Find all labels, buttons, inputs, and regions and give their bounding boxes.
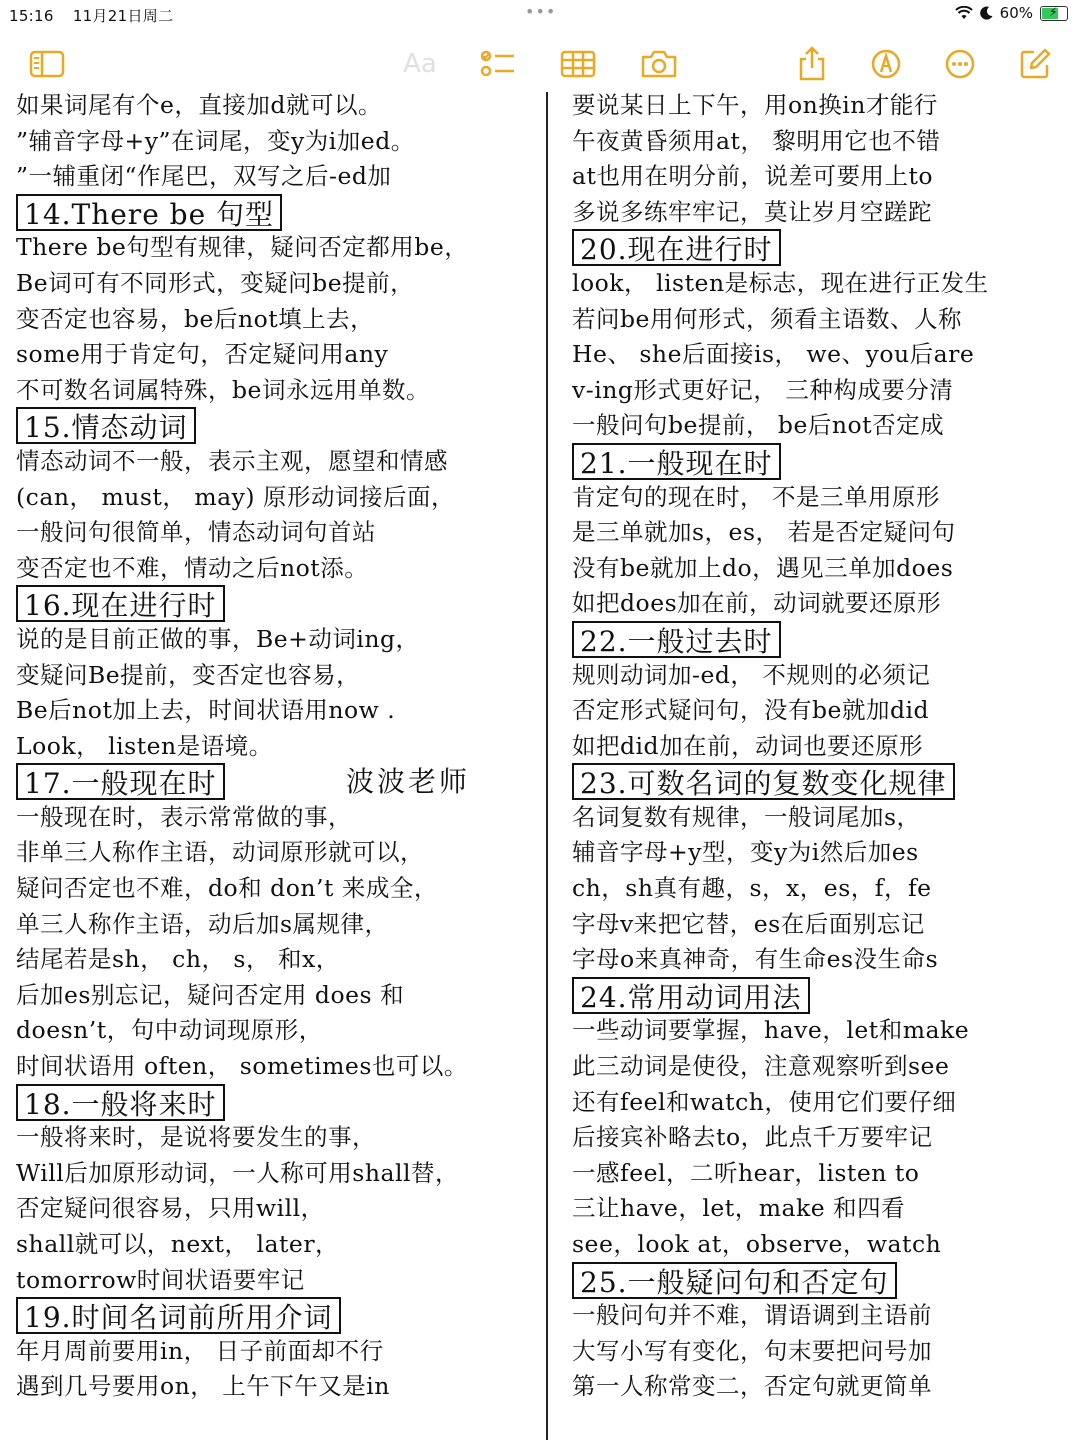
note-line: 如把did加在前，动词也要还原形 <box>572 731 924 760</box>
note-line: (can， must， may) 原形动词接后面， <box>16 482 456 511</box>
note-line: 结尾若是sh， ch， s， 和x， <box>16 945 340 974</box>
note-line: 此三动词是使役，注意观察听到see <box>572 1052 950 1081</box>
battery-icon: ⚡ <box>1040 6 1068 21</box>
section-heading <box>16 1085 536 1121</box>
compose-icon[interactable] <box>1015 44 1055 84</box>
section-heading <box>16 195 536 231</box>
checklist-icon[interactable] <box>478 44 518 84</box>
author-signature: 波波老师 <box>346 765 471 799</box>
share-icon[interactable] <box>792 44 832 84</box>
section-heading <box>572 622 1072 658</box>
note-line: 后接宾补略去to，此点千万要牢记 <box>572 1123 933 1152</box>
section-heading <box>16 764 536 800</box>
note-line: 一般现在时，表示常常做的事， <box>16 802 352 831</box>
note-line: 肯定句的现在时， 不是三单用原形 <box>572 482 940 511</box>
note-line: 大写小写有变化，句末要把问号加 <box>572 1336 932 1365</box>
note-left-column <box>16 88 536 1405</box>
notes-toolbar <box>0 36 1080 88</box>
note-line: 一感feel，二听hear，listen to <box>572 1158 920 1187</box>
note-line: 年月周前要用in， 日子前面却不行 <box>16 1336 384 1365</box>
note-line: shall就可以，next， later， <box>16 1230 340 1258</box>
camera-icon[interactable] <box>639 44 679 84</box>
note-line: 多说多练牢牢记，莫让岁月空蹉跎 <box>572 197 932 226</box>
note-line: 否定疑问很容易，只用will， <box>16 1194 325 1223</box>
note-line: ”辅音字母+y”在词尾，变y为i加ed。 <box>16 126 415 155</box>
note-right-column <box>572 88 1072 1405</box>
battery-percent: 60% <box>999 4 1033 22</box>
note-line: look， listen是标志，现在进行正发生 <box>572 268 989 297</box>
note-line: 后加es别忘记，疑问否定用 does 和 <box>16 980 405 1009</box>
note-line: 第一人称常变二，否定句就更简单 <box>572 1372 932 1401</box>
status-bar <box>0 0 1080 30</box>
note-line: Be词可有不同形式，变疑问be提前， <box>16 268 415 297</box>
note-line: 非单三人称作主语，动词原形就可以， <box>16 838 424 867</box>
note-line: 字母o来真神奇，有生命es没生命s <box>572 945 939 974</box>
note-line: He、 she后面接is， we、you后are <box>572 340 975 369</box>
note-line: 说的是目前正做的事，Be+动词ing， <box>16 624 420 653</box>
note-line: Be后not加上去，时间状语用now . <box>16 696 396 725</box>
section-heading <box>16 408 536 444</box>
note-line: 要说某日上下午，用on换in才能行 <box>572 91 938 119</box>
note-line: 名词复数有规律，一般词尾加s， <box>572 802 921 831</box>
section-heading-text: 19.时间名词前所用介词 <box>16 1297 341 1334</box>
note-line: 没有be就加上do，遇见三单加does <box>572 553 954 582</box>
table-icon[interactable] <box>558 44 598 84</box>
note-line: 一般问句be提前， be后not否定成 <box>572 411 945 440</box>
note-line: 一般将来时，是说将要发生的事， <box>16 1123 376 1152</box>
section-heading-text: 15.情态动词 <box>16 407 196 444</box>
note-body[interactable] <box>0 88 1080 1440</box>
note-line: 疑问否定也不难，do和 don’t 来成全， <box>16 874 438 903</box>
section-heading-text: 22.一般过去时 <box>572 621 781 658</box>
note-line: tomorrow时间状语要牢记 <box>16 1265 305 1294</box>
note-line: 如果词尾有个e，直接加d就可以。 <box>16 91 382 119</box>
text-format-button[interactable]: Aa <box>403 49 437 79</box>
note-line: 规则动词加-ed， 不规则的必须记 <box>572 660 931 689</box>
status-date: 11月21日周二 <box>72 7 174 25</box>
section-heading-text: 21.一般现在时 <box>572 443 781 480</box>
section-heading <box>16 1298 536 1334</box>
status-right <box>955 4 1068 22</box>
section-heading-text: 17.一般现在时 <box>16 763 225 800</box>
note-line: doesn’t，句中动词现原形， <box>16 1016 323 1045</box>
note-line: ”一辅重闭“作尾巴，双写之后-ed加 <box>16 162 392 191</box>
section-heading-text: 25.一般疑问句和否定句 <box>572 1262 897 1299</box>
markup-pen-icon[interactable] <box>866 44 906 84</box>
wifi-icon <box>955 6 973 20</box>
note-line: 单三人称作主语，动后加s属规律， <box>16 909 389 938</box>
more-options-icon[interactable] <box>940 44 980 84</box>
note-line: 三让have，let，make 和四看 <box>572 1194 906 1223</box>
multitasking-dots-icon[interactable]: ••• <box>525 2 557 21</box>
note-line: 午夜黄昏须用at， 黎明用它也不错 <box>572 126 941 155</box>
note-line: 若问be用何形式，须看主语数、人称 <box>572 304 962 333</box>
note-line: some用于肯定句，否定疑问用any <box>16 340 389 369</box>
note-line: 还有feel和watch，使用它们要仔细 <box>572 1087 957 1116</box>
moon-icon <box>980 6 993 20</box>
note-line: 变否定也容易，be后not填上去， <box>16 304 375 333</box>
section-heading-text: 18.一般将来时 <box>16 1084 225 1121</box>
note-line: 否定形式疑问句，没有be就加did <box>572 696 930 725</box>
status-time: 15:16 <box>9 7 54 25</box>
note-line: 时间状语用 often， sometimes也可以。 <box>16 1052 468 1081</box>
section-heading <box>572 1263 1072 1299</box>
note-line: 一些动词要掌握，have，let和make <box>572 1016 970 1045</box>
note-line: see，look at，observe，watch <box>572 1230 942 1258</box>
note-line: 是三单就加s，es， 若是否定疑问句 <box>572 518 956 547</box>
note-line: ch，sh真有趣，s，x，es，f，fe <box>572 874 932 903</box>
section-heading-text: 23.可数名词的复数变化规律 <box>572 763 955 800</box>
note-line: 不可数名词属特殊，be词永远用单数。 <box>16 375 430 404</box>
note-line: Will后加原形动词，一人称可用shall替， <box>16 1158 460 1187</box>
section-heading <box>16 586 536 622</box>
note-line: 字母v来把它替，es在后面别忘记 <box>572 909 925 938</box>
note-line: Look， listen是语境。 <box>16 731 273 760</box>
section-heading <box>572 230 1072 266</box>
note-line: at也用在明分前，说差可要用上to <box>572 162 934 191</box>
section-heading <box>572 978 1072 1014</box>
note-line: v-ing形式更好记， 三种构成要分清 <box>572 375 954 404</box>
section-heading <box>572 764 1072 800</box>
note-line: 一般问句并不难，谓语调到主语前 <box>572 1301 932 1330</box>
note-line: 遇到几号要用on， 上午下午又是in <box>16 1372 390 1401</box>
note-line: 变否定也不难，情动之后not添。 <box>16 553 369 582</box>
note-line: There be句型有规律，疑问否定都用be， <box>16 233 469 262</box>
note-line: 情态动词不一般，表示主观，愿望和情感 <box>16 446 448 475</box>
note-line: 变疑问Be提前，变否定也容易， <box>16 660 361 689</box>
section-heading-text: 16.现在进行时 <box>16 585 225 622</box>
status-left <box>9 5 187 26</box>
note-line: 辅音字母+y型，变y为i然后加es <box>572 838 919 867</box>
section-heading <box>572 444 1072 480</box>
section-heading-text: 14.There be 句型 <box>16 194 282 231</box>
note-line: 一般问句很简单，情态动词句首站 <box>16 518 376 547</box>
note-line: 如把does加在前，动词就要还原形 <box>572 589 942 618</box>
sidebar-toggle-icon[interactable] <box>27 44 67 84</box>
section-heading-text: 24.常用动词用法 <box>572 977 810 1014</box>
section-heading-text: 20.现在进行时 <box>572 229 781 266</box>
